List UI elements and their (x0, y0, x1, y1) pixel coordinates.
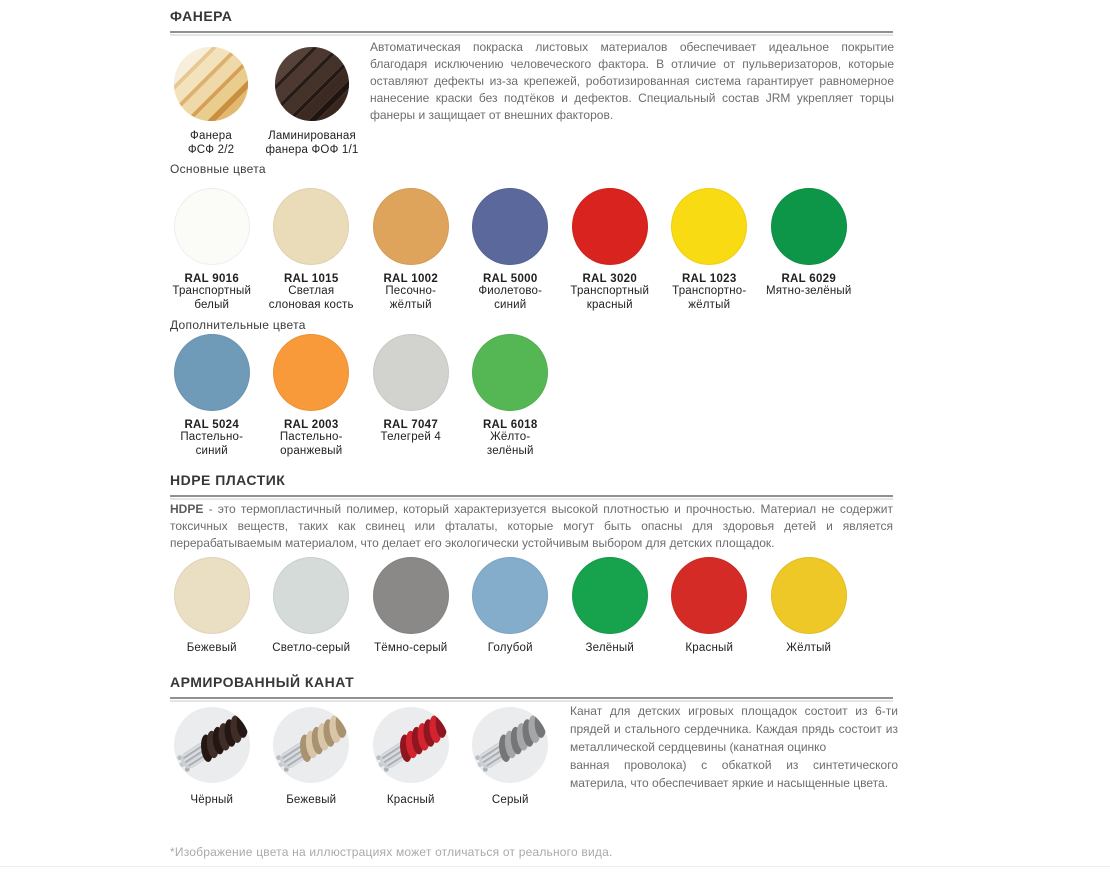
paragraph-line: оставляют дефекты из-за крепежей, роботизированная система гарантирует равномерное (370, 74, 894, 88)
swatch-circle (472, 188, 548, 265)
swatch-code: RAL 1023 (681, 273, 737, 285)
swatch-name: Пастельно- (279, 431, 343, 443)
swatch-name: Голубой (487, 642, 533, 654)
color-disclaimer: *Изображение цвета на иллюстрациях может отличаться от реального вида. (170, 845, 613, 859)
swatch-circle (273, 334, 349, 411)
rope-figure (162, 704, 262, 808)
section-title-hdpe: HDPE ПЛАСТИК (170, 472, 286, 488)
swatch-code: RAL 9016 (184, 273, 240, 285)
swatch-name: Транспортный (570, 285, 650, 297)
swatch-circle (273, 188, 349, 265)
paragraph-line (170, 501, 893, 518)
swatch-code: RAL 5000 (482, 273, 538, 285)
swatch-name: Тёмно-серый (374, 642, 448, 654)
rope-name: Серый (491, 794, 529, 806)
swatch-name: Фиолетово- (478, 285, 543, 297)
swatch-circle (174, 188, 250, 265)
swatch-name: белый (194, 298, 230, 311)
swatch-circle (572, 557, 648, 634)
swatch-name: Транспортный (172, 285, 252, 297)
swatch-circle (373, 188, 449, 265)
rope-name: Бежевый (286, 794, 337, 806)
swatch-circle (572, 188, 648, 265)
swatch-name: Телегрей 4 (380, 431, 441, 443)
color-swatch (162, 557, 262, 656)
rope-red-icon (371, 704, 451, 786)
color-swatch (461, 188, 561, 312)
swatch-name: Песочно- (385, 285, 437, 297)
swatch-name: синий (494, 298, 527, 311)
paragraph-line: прядей и стального сердечника. Каждая прядь состоит из (570, 722, 898, 736)
section-title-plywood: ФАНЕРА (170, 8, 233, 24)
paragraph-line: перерабатываемым материалом, что делает его экологически устойчивым выбором для детских площадок. (170, 536, 775, 550)
swatch-code: RAL 6029 (781, 273, 837, 285)
main-colors-label: Основные цвета (170, 162, 266, 176)
color-swatch (361, 334, 461, 458)
swatch-code: RAL 7047 (383, 419, 439, 431)
rope-grey-icon (470, 704, 550, 786)
plywood-label-line2: фанера ФОФ 1/1 (265, 143, 359, 156)
paragraph-line: благодаря исключению человеческого фактора. В отличие от пульверизаторов, которые (370, 57, 894, 71)
color-swatch (560, 188, 660, 312)
extra-colors-label: Дополнительные цвета (170, 318, 306, 332)
swatch-name: жёлтый (688, 298, 731, 311)
swatch-circle (771, 557, 847, 634)
color-swatch (759, 557, 859, 656)
rope-figure (262, 704, 362, 808)
plywood-figure-fof (248, 44, 376, 157)
swatch-circle (273, 557, 349, 634)
paragraph-line: нанесение краски без подтёков и дефектов. Специальный состав JRM укрепляет торцы (370, 91, 894, 105)
hdpe-lead-rest: - это термопластичный полимер, который характеризуется высокой плотностью и прочностью. Материал не содержит (203, 502, 893, 516)
main-colors-row (162, 188, 859, 312)
swatch-code: RAL 3020 (582, 273, 638, 285)
color-swatch (262, 557, 362, 656)
swatch-circle (472, 557, 548, 634)
swatch-name: Транспортно- (672, 285, 747, 297)
paragraph-line: Автоматическая покраска листовых материалов обеспечивает идеальное покрытие (370, 40, 894, 54)
color-swatch (759, 188, 859, 312)
paragraph-line: фанеры и защищает от внешних факторов. (370, 108, 614, 122)
swatch-name: слоновая кость (268, 298, 354, 311)
swatch-circle (174, 557, 250, 634)
swatch-name: Бежевый (186, 642, 237, 654)
rope-figure (361, 704, 461, 808)
swatch-name: Жёлтый (786, 642, 832, 654)
rope-figure (461, 704, 561, 808)
swatch-name: Красный (685, 642, 734, 654)
swatch-circle (373, 557, 449, 634)
rope-beige-icon (271, 704, 351, 786)
hdpe-paragraph (170, 501, 893, 552)
plywood-label-line1: Фанера (190, 130, 232, 142)
color-swatch (262, 188, 362, 312)
rope-name: Красный (386, 794, 435, 806)
paragraph-line: токсичных веществ, таких как свинец или фталаты, которые могут быть опасны для здоровья детей и является (170, 519, 893, 533)
swatch-name: Светлая (288, 285, 335, 297)
color-swatch (461, 334, 561, 458)
color-swatch (660, 557, 760, 656)
hdpe-colors-row (162, 557, 859, 656)
color-swatch (560, 557, 660, 656)
paragraph-line: Канат для детских игровых площадок состоит из 6-ти (570, 704, 898, 718)
swatch-code: RAL 1015 (283, 273, 339, 285)
color-swatch (361, 557, 461, 656)
paragraph-line: материла, что обеспечивает яркие и насыщенные цвета. (570, 776, 889, 790)
paragraph-line: металлической сердцевины (канатная оцинко (570, 740, 827, 754)
swatch-circle (771, 188, 847, 265)
color-swatch (461, 557, 561, 656)
swatch-circle (174, 334, 250, 411)
extra-colors-row (162, 334, 560, 458)
rope-name: Чёрный (190, 794, 234, 806)
plywood-fsf-icon (172, 44, 250, 124)
hdpe-lead: HDPE (170, 502, 204, 516)
plywood-paragraph (370, 39, 894, 124)
rope-paragraph (570, 702, 898, 792)
swatch-name: жёлтый (389, 298, 432, 311)
swatch-circle (671, 188, 747, 265)
color-swatch (660, 188, 760, 312)
rope-row (162, 704, 560, 808)
color-swatch (162, 188, 262, 312)
swatch-name: синий (195, 444, 228, 457)
swatch-name: красный (586, 298, 633, 311)
rope-black-icon (172, 704, 252, 786)
color-swatch (262, 334, 362, 458)
section-rule (170, 697, 893, 699)
paragraph-line: ванная проволока) с обкаткой из синтетического (570, 758, 898, 772)
plywood-fof-icon (273, 44, 351, 124)
swatch-code: RAL 6018 (482, 419, 538, 431)
swatch-code: RAL 2003 (283, 419, 339, 431)
plywood-label-line2: ФСФ 2/2 (187, 143, 235, 156)
color-swatch (162, 334, 262, 458)
section-rule (170, 31, 893, 33)
swatch-name: Жёлто- (490, 431, 531, 443)
section-rule (170, 495, 893, 497)
plywood-label-line1: Ламинированая (268, 130, 356, 142)
swatch-name: Мятно-зелёный (765, 285, 852, 297)
swatch-circle (373, 334, 449, 411)
swatch-name: Пастельно- (180, 431, 244, 443)
swatch-name: оранжевый (280, 444, 343, 457)
swatch-name: Светло-серый (272, 642, 351, 654)
swatch-name: зелёный (486, 444, 534, 457)
swatch-circle (472, 334, 548, 411)
swatch-name: Зелёный (585, 642, 634, 654)
bottom-divider (0, 866, 1110, 867)
section-title-rope: АРМИРОВАННЫЙ КАНАТ (170, 674, 355, 690)
color-swatch (361, 188, 461, 312)
swatch-circle (671, 557, 747, 634)
swatch-code: RAL 5024 (184, 419, 240, 431)
swatch-code: RAL 1002 (383, 273, 439, 285)
